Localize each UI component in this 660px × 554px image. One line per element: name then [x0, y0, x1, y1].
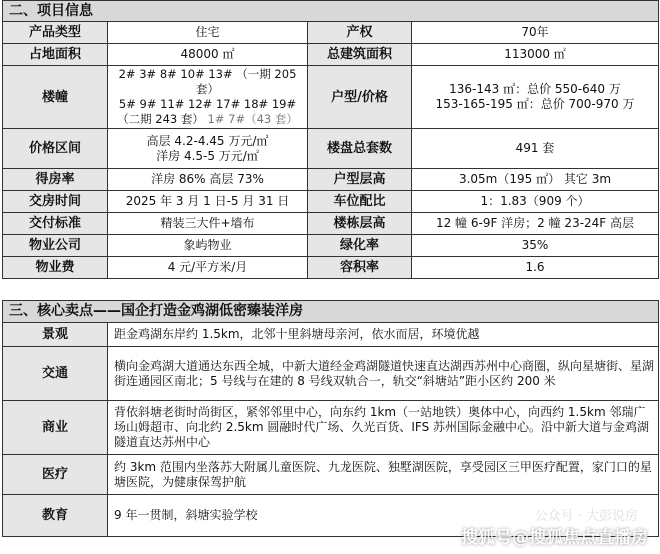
value-building-floors: 12 幢 6-9F 洋房；2 幢 23-24F 高层: [412, 213, 659, 235]
value-total-floor-area: 113000 ㎡: [412, 44, 659, 66]
value-delivery-time: 2025 年 3 月 1 日-5 月 31 日: [108, 191, 308, 213]
price-villa: 洋房 4.5-5 万元/㎡: [156, 148, 259, 163]
label-landscape: 景观: [3, 323, 108, 347]
text-medical: 约 3km 范围内坐落苏大附属儿童医院、九龙医院、独墅湖医院，享受园区三甲医疗配置，家门口的星塘医院，为健康保驾护航: [108, 455, 659, 495]
label-medical: 医疗: [3, 455, 108, 495]
label-unit-price: 户型/价格: [308, 66, 412, 129]
label-transport: 交通: [3, 347, 108, 401]
value-property-fee: 4 元/平方米/月: [108, 257, 308, 279]
value-property-company: 象屿物业: [108, 235, 308, 257]
value-land-area: 48000 ㎡: [108, 44, 308, 66]
value-plot-ratio: 1.6: [412, 257, 659, 279]
project-info-table: [2, 0, 659, 279]
buildings-phase1: 2# 3# 8# 10# 13# （一期 205 套）: [118, 67, 297, 96]
buildings-phase2: [112, 112, 303, 127]
value-delivery-standard: 精装三大件+墙布: [108, 213, 308, 235]
label-price-range: 价格区间: [3, 129, 108, 169]
label-greening-rate: 绿化率: [308, 235, 412, 257]
label-property-fee: 物业费: [3, 257, 108, 279]
selling-points-table: [2, 300, 659, 537]
value-efficiency: 洋房 86% 高层 73%: [108, 169, 308, 191]
label-total-units: 楼盘总套数: [308, 129, 412, 169]
section-title-selling-points: 三、核心卖点——国企打造金鸡湖低密臻装洋房: [3, 301, 659, 323]
value-parking-ratio: 1：1.83（909 个）: [412, 191, 659, 213]
label-property-company: 物业公司: [3, 235, 108, 257]
section-title-project-info: 二、项目信息: [3, 1, 659, 22]
value-greening-rate: 35%: [412, 235, 659, 257]
unit-price-line-1: 136-143 ㎡：总价 550-640 万: [449, 82, 621, 96]
watermark: 搜狐号@搜狐焦点直播房: [461, 528, 648, 548]
label-total-floor-area: 总建筑面积: [308, 44, 412, 66]
buildings-phase2-count: （二期 243 套）: [117, 112, 204, 126]
text-landscape: 距金鸡湖东岸约 1.5km，北邻十里斜塘母亲河，依水而居，环境优越: [108, 323, 659, 347]
value-unit-price: [412, 66, 659, 129]
watermark-faint: 公众号 · 大彭说房: [534, 509, 638, 524]
label-plot-ratio: 容积率: [308, 257, 412, 279]
label-delivery-time: 交房时间: [3, 191, 108, 213]
buildings-extra: 1# 7#（43 套）: [203, 112, 298, 126]
text-education: 9 年一贯制，斜塘实验学校: [108, 495, 659, 537]
label-land-area: 占地面积: [3, 44, 108, 66]
label-building-floors: 楼栋层高: [308, 213, 412, 235]
label-efficiency: 得房率: [3, 169, 108, 191]
value-price-range: [108, 129, 308, 169]
value-buildings: [108, 66, 308, 129]
price-highrise: 高层 4.2-4.45 万元/㎡: [146, 133, 269, 148]
text-commerce: 背依斜塘老街时尚街区，紧邻邻里中心，向东约 1km（一站地铁）奥体中心，向西约 1.5km 邻瑞广场山姆超市、向北约 2.5km 圆融时代广场、久光百货、IFS 苏州国际金融中心。沿中新大道与金鸡湖隧道直达苏州中心: [108, 401, 659, 455]
label-floor-height: 户型层高: [308, 169, 412, 191]
unit-price-line-2: 153-165-195 ㎡：总价 700-970 万: [435, 97, 635, 111]
label-delivery-standard: 交付标准: [3, 213, 108, 235]
label-product-type: 产品类型: [3, 22, 108, 44]
value-total-units: 491 套: [412, 129, 659, 169]
value-property-right: 70年: [412, 22, 659, 44]
label-property-right: 产权: [308, 22, 412, 44]
buildings-phase2-list: 5# 9# 11# 12# 17# 18# 19#: [118, 97, 297, 111]
value-product-type: 住宅: [108, 22, 308, 44]
label-parking-ratio: 车位配比: [308, 191, 412, 213]
label-education: 教育: [3, 495, 108, 537]
value-floor-height: 3.05m（195 ㎡） 其它 3m: [412, 169, 659, 191]
text-transport: 横向金鸡湖大道通达东西全城，中新大道经金鸡湖隧道快速直达湖西苏州中心商圈，纵向星塘街、星湖街连通园区南北；5 号线与在建的 8 号线双轨合一，轨交“斜塘站”距小区约 200 米: [108, 347, 659, 401]
label-buildings: 楼幢: [3, 66, 108, 129]
label-commerce: 商业: [3, 401, 108, 455]
